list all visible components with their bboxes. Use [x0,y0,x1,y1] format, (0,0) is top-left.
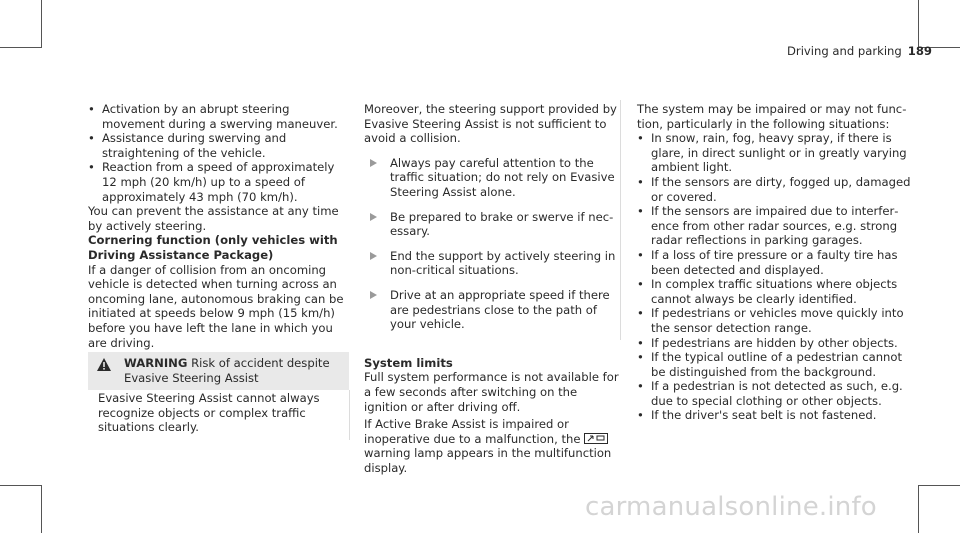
crop-mark [918,485,960,486]
section-title: Driving and parking [787,44,902,58]
list-item: • Reaction from a speed of approximately 12 mph (20 km/h) up to a speed of approximately 43 mph (70 km/h). [88,160,350,204]
list-item: • In snow, rain, fog, heavy spray, if there is glare, in direct sunlight or in greatly varying ambient light. [637,131,917,175]
column-1 [88,102,350,350]
warning-body: Evasive Steering Assist cannot always recognize objects or complex traffic situations clearly. [98,391,320,435]
page-number: 189 [907,44,932,58]
warning-title: Risk of accident despite Evasive Steering Assist [124,356,330,385]
action-item: Always pay careful attention to the traffic situation; do not rely on Evasive Steering Assist alone. [364,156,620,200]
paragraph: Full system performance is not available for a few seconds after switching on the ignition or after driving off. [364,370,619,414]
action-item: End the support by actively steering in non-critical situations. [364,249,620,278]
crop-mark [918,0,919,48]
list-item: • If the sensors are impaired due to interference from other radar sources, e.g. strong radar reflections in parking garages. [637,204,917,248]
crop-mark [918,485,919,533]
list-item: • If pedestrians are hidden by other objects. [637,336,917,351]
subheading: Cornering function (only vehicles with Driving Assistance Package) [88,233,338,262]
list-item: • If a loss of tire pressure or a faulty tire has been detected and displayed. [637,248,917,277]
warning-header [88,352,349,390]
paragraph: Moreover, the steering support provided by Evasive Steering Assist is not sufficient to avoid a collision. [364,102,617,146]
list-item: • If pedestrians or vehicles move quickly into the sensor detection range. [637,306,917,335]
arrow-right-icon [370,213,377,221]
paragraph: If a danger of collision from an oncoming vehicle is detected when turning across an oncoming lane, autonomous braking can be initiated at speeds below 9 mph (15 km/h) before you have left the lane in which you are driving. [88,262,344,350]
list-item: • Assistance during swerving and straightening of the vehicle. [88,131,350,160]
action-item: Be prepared to brake or swerve if necessary. [364,210,620,239]
paragraph: If Active Brake Assist is impaired or inoperative due to a malfunction, the warning lamp appears in the multifunction display. [364,417,612,475]
arrow-right-icon [370,291,377,299]
warning-title-block [124,356,346,385]
list-item: • If a pedestrian is not detected as such, e.g. due to special clothing or other objects. [637,379,917,408]
warning-triangle-icon [96,357,112,372]
column-divider [349,390,350,440]
warning-label: WARNING [124,356,188,370]
warning-box [88,352,349,440]
watermark: carmanualsonline.info [585,492,877,522]
running-header [787,44,932,59]
collision-warning-lamp-icon [584,433,608,444]
list-item: • If the sensors are dirty, fogged up, damaged or covered. [637,175,917,204]
subheading: System limits [364,355,453,370]
arrow-right-icon [370,252,377,260]
crop-mark [0,485,42,486]
crop-mark [41,0,42,48]
paragraph: The system may be impaired or may not function, particularly in the following situations: [637,102,907,131]
crop-mark [41,485,42,533]
list-item: • Activation by an abrupt steering movement during a swerving maneuver. [88,102,350,131]
crop-mark [0,47,42,48]
arrow-right-icon [370,159,377,167]
column-divider [620,100,621,340]
paragraph: You can prevent the assistance at any time by actively steering. [88,204,339,233]
column-3 [637,102,917,423]
column-2 [364,102,620,475]
list-item: • If the typical outline of a pedestrian cannot be distinguished from the background. [637,350,917,379]
action-item: Drive at an appropriate speed if there are pedestrians close to the path of your vehicle. [364,288,620,332]
list-item: • In complex traffic situations where objects cannot always be clearly identified. [637,277,917,306]
list-item: • If the driver's seat belt is not fastened. [637,408,917,423]
